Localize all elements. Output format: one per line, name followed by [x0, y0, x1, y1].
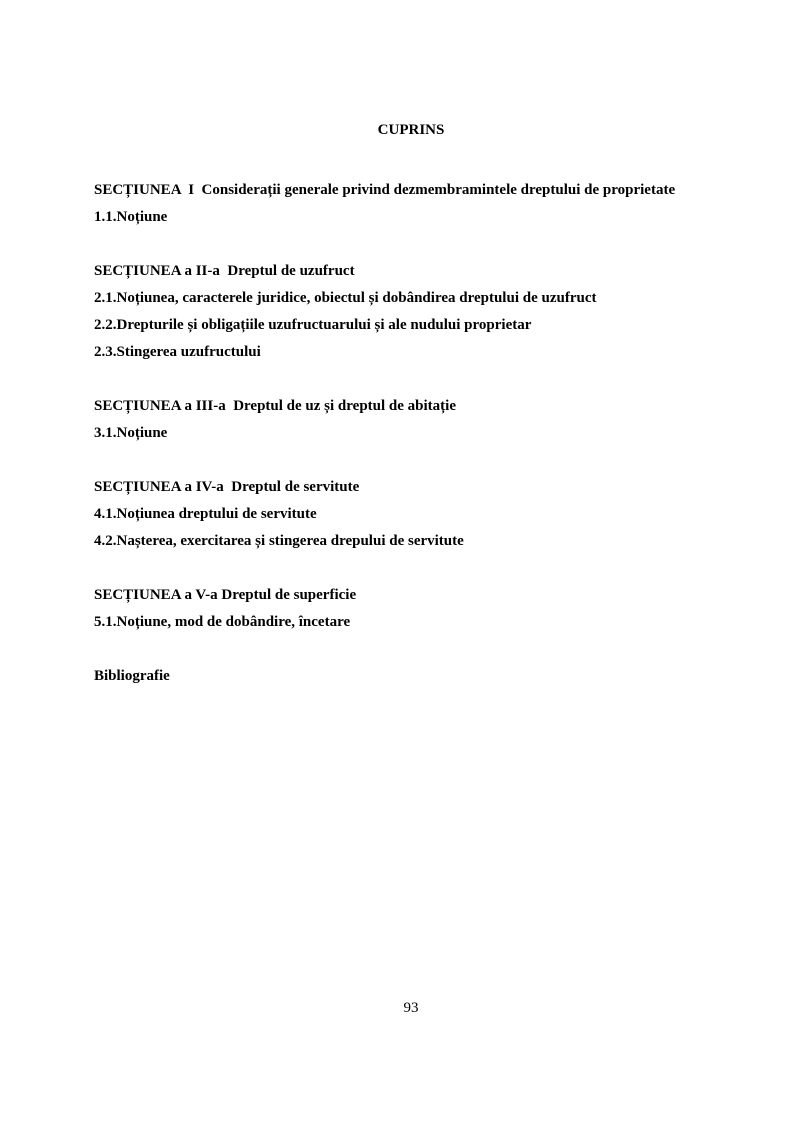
- section-heading: SECȚIUNEA a IV-a Dreptul de servitute: [94, 479, 360, 495]
- page-title: CUPRINS: [377, 122, 445, 138]
- spacer: [94, 366, 774, 393]
- toc-item: 1.1.Noțiune: [94, 209, 168, 225]
- spacer: [94, 231, 774, 258]
- section-heading: SECȚIUNEA a III-a Dreptul de uz și dreptul de abitație: [94, 398, 456, 414]
- spacer: [94, 447, 774, 474]
- table-of-contents: [94, 177, 774, 690]
- section-heading: SECȚIUNEA a II-a Dreptul de uzufruct: [94, 263, 355, 279]
- toc-item: 4.1.Noțiunea dreptului de servitute: [94, 506, 317, 522]
- toc-item: 5.1.Noțiune, mod de dobândire, încetare: [94, 614, 351, 630]
- toc-item: 2.2.Drepturile și obligațiile uzufructuarului și ale nudului proprietar: [94, 317, 532, 333]
- toc-item: 3.1.Noțiune: [94, 425, 168, 441]
- spacer: [94, 636, 774, 663]
- toc-item: 2.3.Stingerea uzufructului: [94, 344, 261, 360]
- section-heading: SECȚIUNEA a V-a Dreptul de superficie: [94, 587, 357, 603]
- toc-item: 4.2.Nașterea, exercitarea și stingerea drepului de servitute: [94, 533, 464, 549]
- bibliography-entry: Bibliografie: [94, 668, 170, 684]
- section-heading: SECȚIUNEA I Considerații generale privind dezmembramintele dreptului de proprietate: [94, 182, 676, 198]
- toc-item: 2.1.Noțiunea, caracterele juridice, obiectul și dobândirea dreptului de uzufruct: [94, 290, 597, 306]
- page-number: 93: [403, 1000, 419, 1016]
- spacer: [94, 555, 774, 582]
